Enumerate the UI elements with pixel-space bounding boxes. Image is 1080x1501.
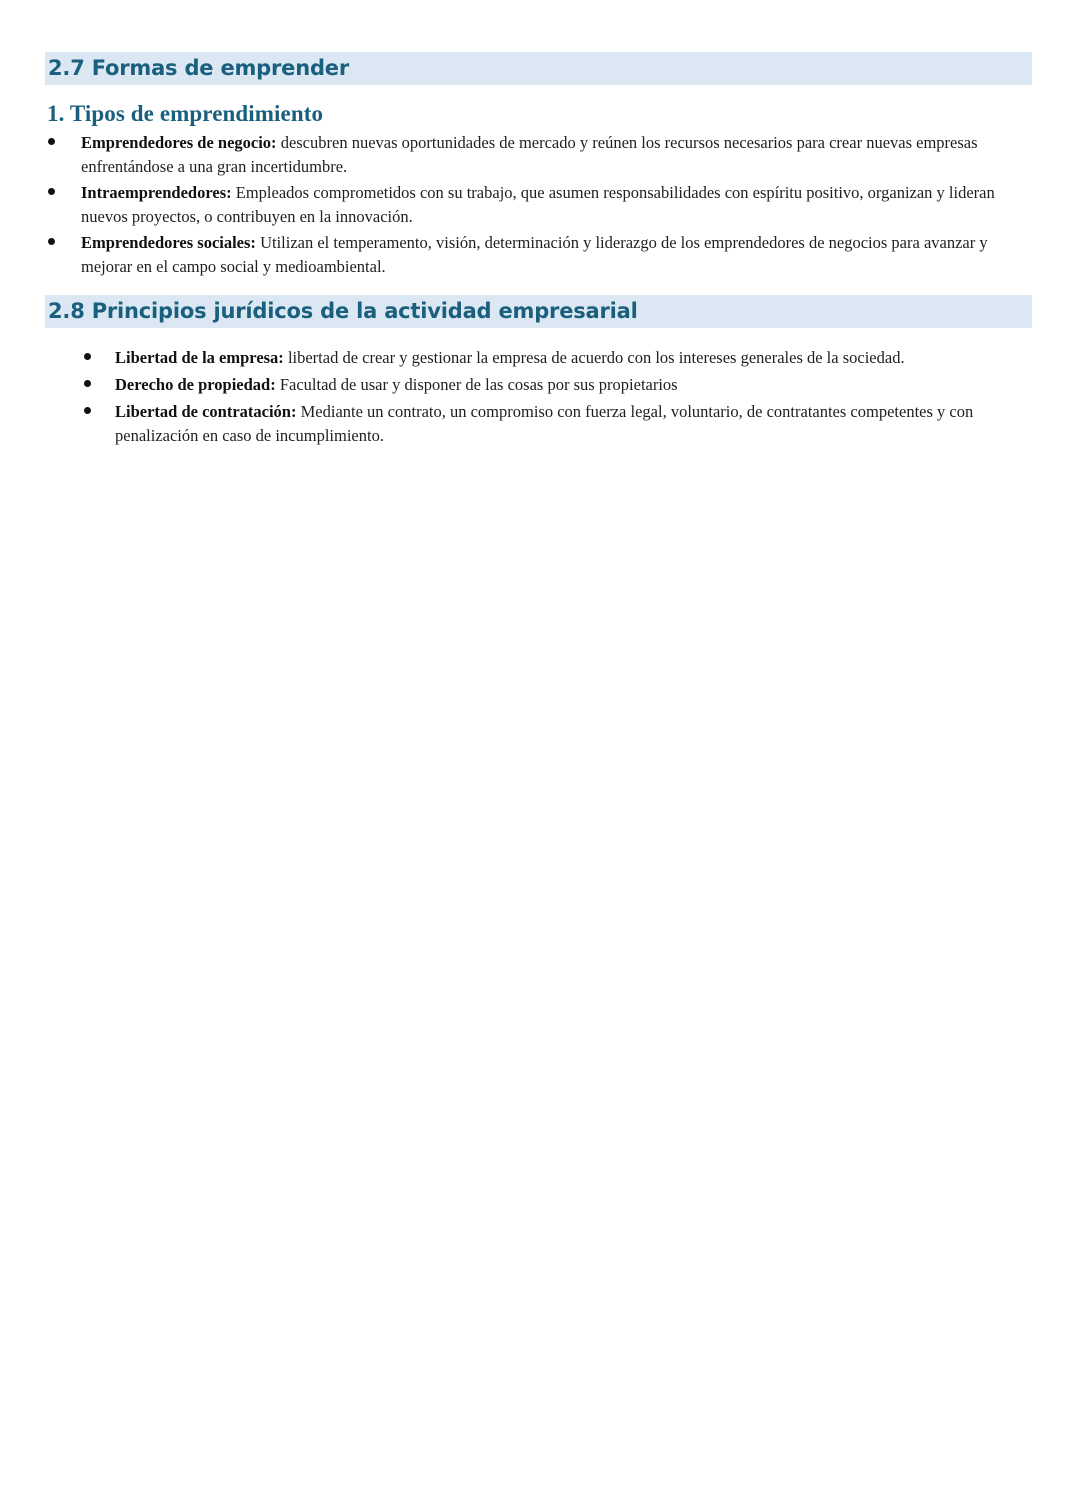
section-heading-principios-juridicos: 2.8 Principios jurídicos de la actividad empresarial (45, 295, 1032, 328)
term-label: Emprendedores de negocio: (81, 133, 277, 152)
term-description: libertad de crear y gestionar la empresa de acuerdo con los intereses generales de la sociedad. (283, 348, 905, 367)
bullet-icon (84, 353, 91, 360)
term-description: Utilizan el temperamento, visión, determinación y liderazgo de los emprendedores de negocios para avanzar y mejorar en el campo social y medioambiental. (81, 233, 988, 276)
list-item-libertad-empresa (115, 346, 1030, 370)
term-label: Emprendedores sociales: (81, 233, 256, 252)
term-description: descubren nuevas oportunidades de mercado y reúnen los recursos necesarios para crear nuevas empresas enfrentándose a una gran incertidumbre. (81, 133, 978, 176)
list-item-intraemprendedores (81, 181, 1036, 229)
list-item-derecho-propiedad (115, 373, 1030, 397)
bullet-icon (48, 138, 55, 145)
list-item-libertad-contratacion (115, 400, 1030, 448)
bullet-icon (48, 188, 55, 195)
term-description: Empleados comprometidos con su trabajo, que asumen responsabilidades con espíritu positivo, organizan y lideran nuevos proyectos, o contribuyen en la innovación. (81, 183, 995, 226)
term-label: Libertad de contratación: (115, 402, 297, 421)
list-item-emprendedores-negocio (81, 131, 1036, 179)
bullet-icon (48, 238, 55, 245)
list-item-emprendedores-sociales (81, 231, 1036, 279)
term-description: Facultad de usar y disponer de las cosas por sus propietarios (275, 375, 678, 394)
term-description: Mediante un contrato, un compromiso con fuerza legal, voluntario, de contratantes competentes y con penalización en caso de incumplimiento. (115, 402, 974, 445)
term-label: Libertad de la empresa: (115, 348, 284, 367)
section-heading-formas-de-emprender: 2.7 Formas de emprender (45, 52, 1032, 85)
tipos-emprendimiento-list (81, 131, 1036, 281)
subheading-tipos-de-emprendimiento: 1. Tipos de emprendimiento (47, 101, 324, 126)
bullet-icon (84, 380, 91, 387)
term-label: Intraemprendedores: (81, 183, 232, 202)
principios-juridicos-list (115, 346, 1030, 451)
bullet-icon (84, 407, 91, 414)
term-label: Derecho de propiedad: (115, 375, 276, 394)
